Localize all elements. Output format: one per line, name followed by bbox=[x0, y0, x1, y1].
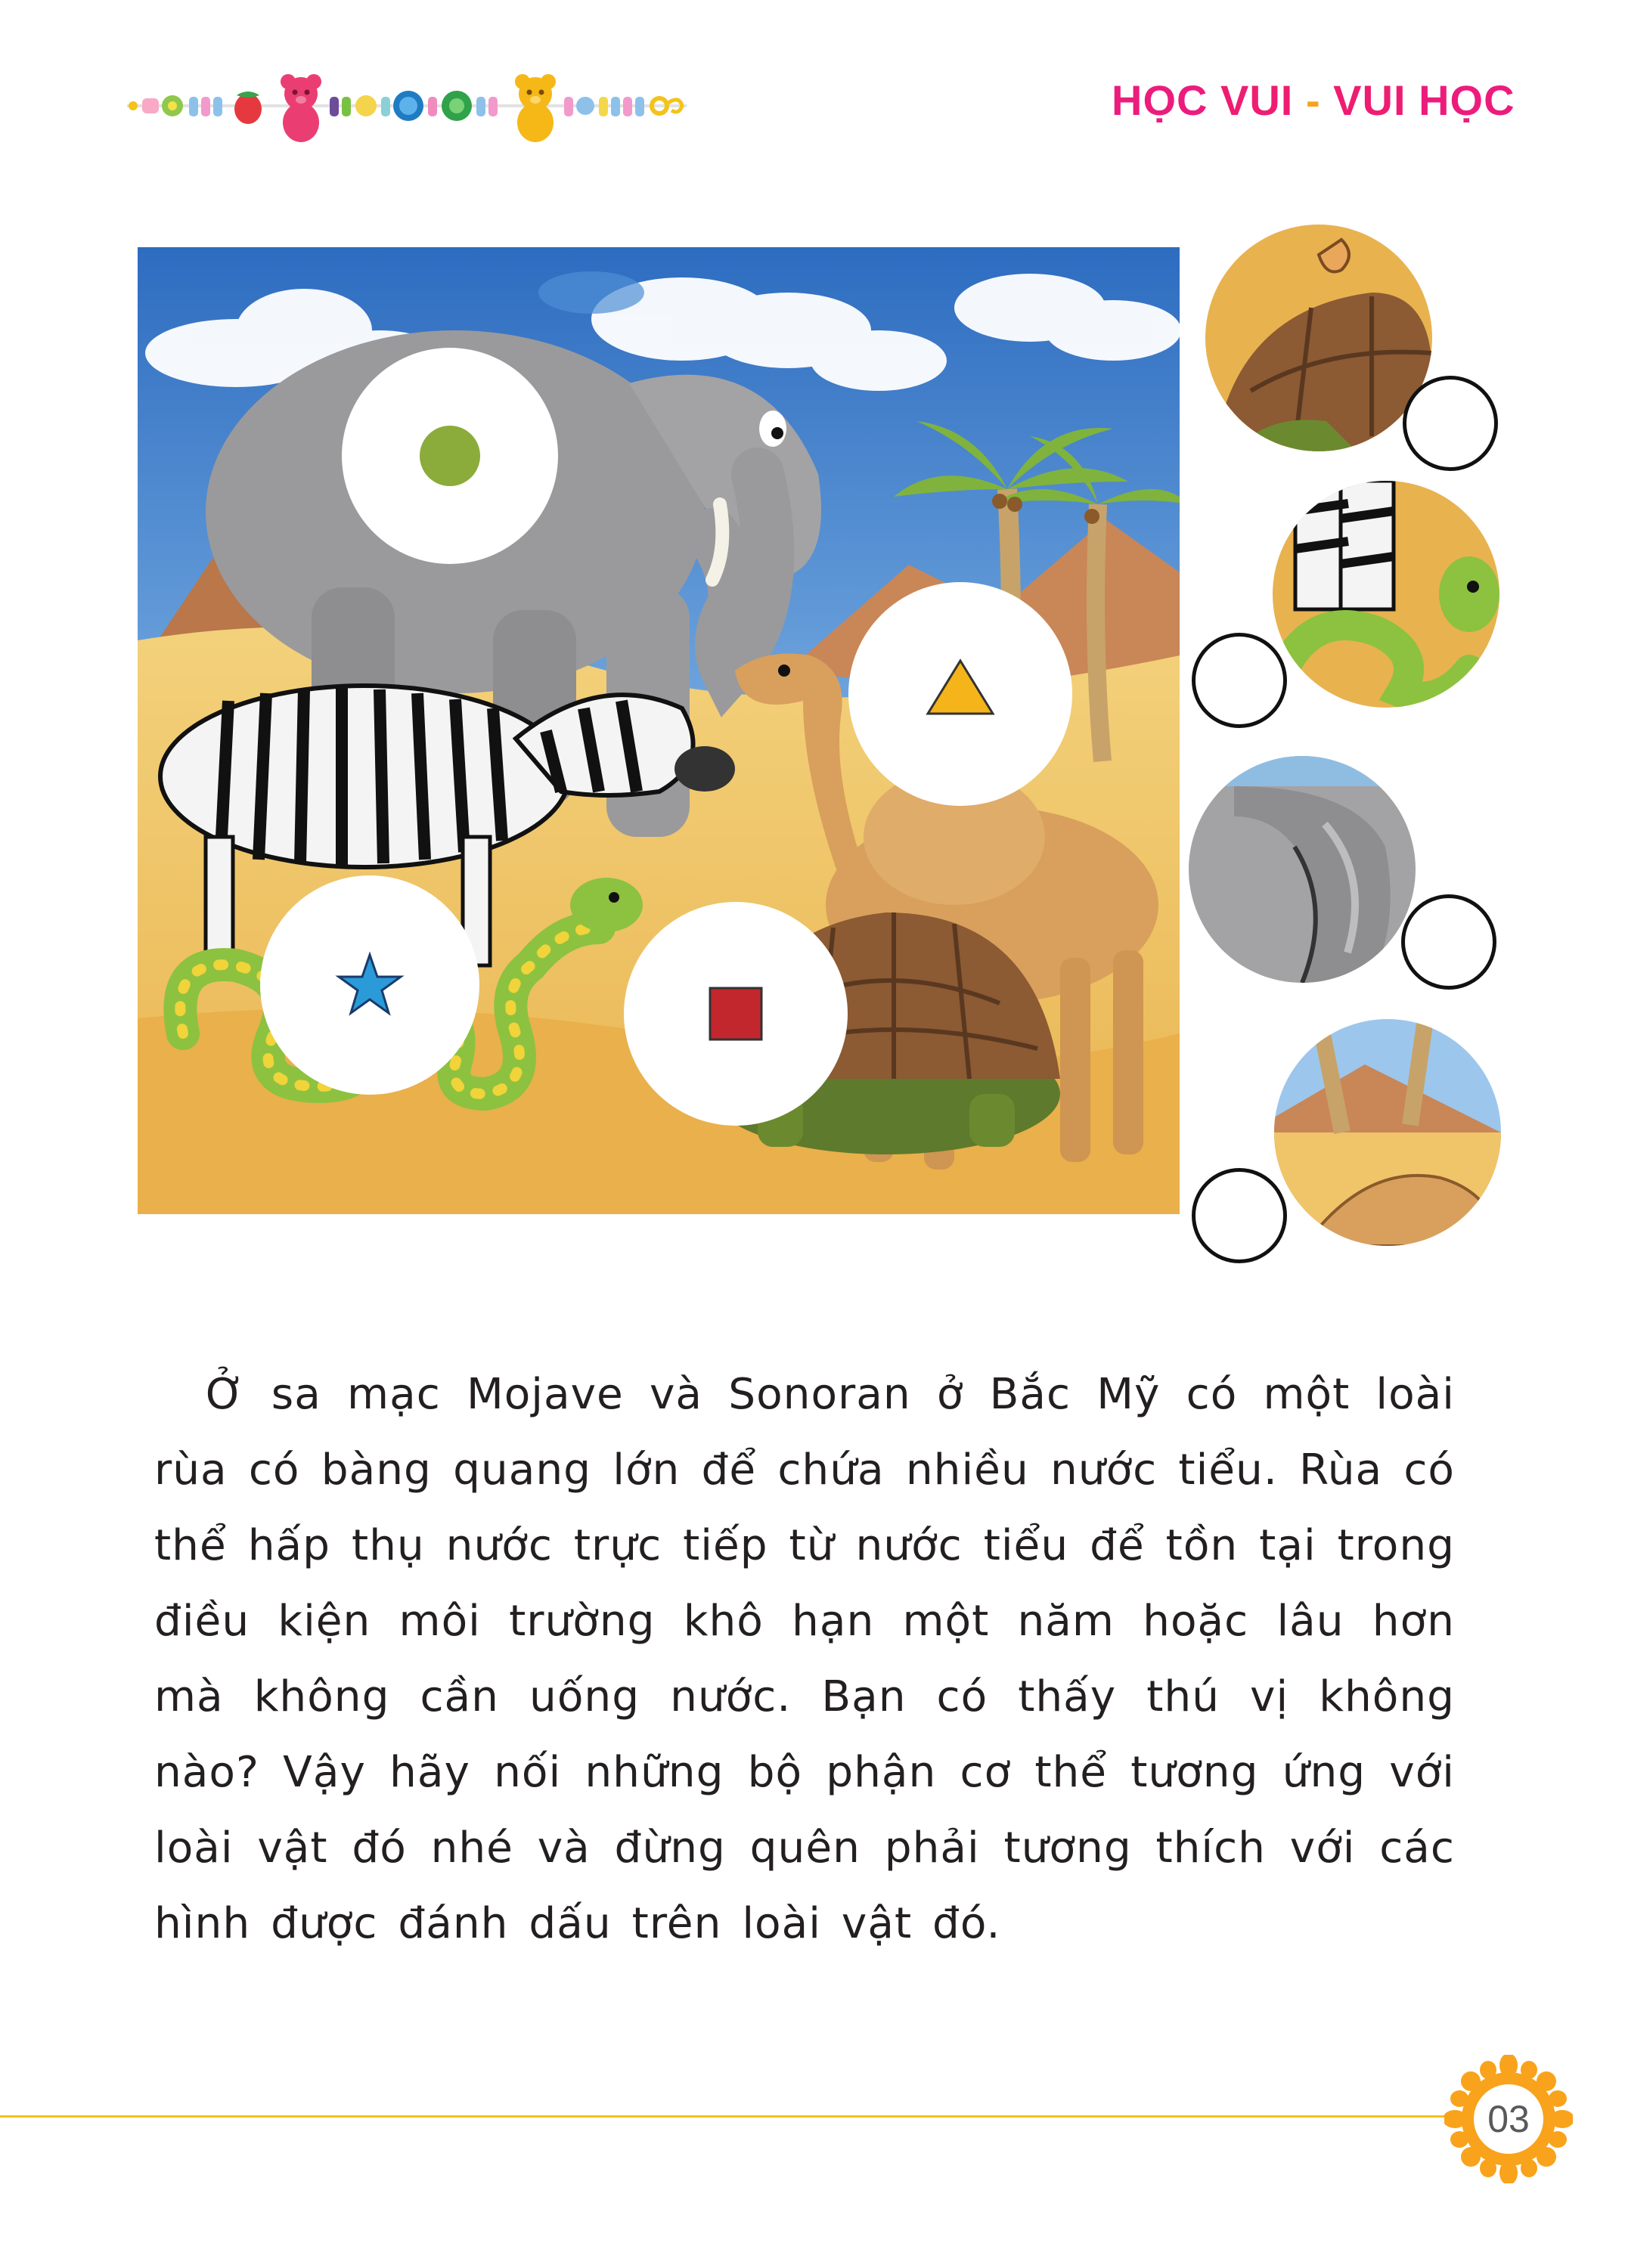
thumbnail-elephant-ear bbox=[1189, 756, 1416, 983]
series-title-dash: - bbox=[1305, 76, 1321, 124]
desert-animals-illustration bbox=[138, 247, 1180, 1214]
tortoise-marker bbox=[624, 902, 848, 1126]
page-number: 03 bbox=[1487, 2098, 1530, 2140]
series-title-word: HỌC bbox=[1112, 76, 1208, 124]
series-title-word: HỌC bbox=[1419, 76, 1515, 124]
footer-divider bbox=[0, 2115, 1463, 2118]
series-title bbox=[1112, 76, 1515, 125]
zebra-marker bbox=[260, 875, 479, 1095]
thumbnail-tortoise-shell bbox=[1205, 225, 1432, 451]
circle-marker-icon bbox=[342, 348, 558, 564]
camel-marker bbox=[848, 582, 1072, 806]
answer-circle[interactable] bbox=[1192, 633, 1287, 728]
triangle-marker-icon bbox=[848, 582, 1072, 806]
answer-circle[interactable] bbox=[1401, 894, 1496, 990]
thumbnail-zebra-legs-and-snake bbox=[1273, 481, 1499, 708]
bead-garland-decoration bbox=[127, 59, 687, 157]
answer-circle[interactable] bbox=[1192, 1168, 1287, 1263]
story-paragraph: Ở sa mạc Mojave và Sonoran ở Bắc Mỹ có một loài rùa có bàng quang lớn để chứa nhiều nước tiểu. Rùa có thể hấp thụ nước trực tiếp từ nước tiểu để tồn tại trong điều kiện môi trường khô hạn một năm hoặc lâu hơn mà không cần uống nước. Bạn có thấy thú vị không nào? Vậy hãy nối những bộ phận cơ thể tương ứng với loài vật đó nhé và đừng quên phải tương thích với các hình được đánh dấu trên loài vật đó. bbox=[154, 1370, 1455, 1948]
series-title-word: VUI bbox=[1333, 76, 1406, 124]
square-marker-icon bbox=[624, 902, 848, 1126]
series-title-word: VUI bbox=[1220, 76, 1294, 124]
elephant-marker bbox=[342, 348, 558, 564]
star-marker-icon bbox=[260, 875, 479, 1095]
thumbnail-camel-hump bbox=[1274, 1019, 1501, 1246]
answer-circle[interactable] bbox=[1403, 376, 1498, 471]
